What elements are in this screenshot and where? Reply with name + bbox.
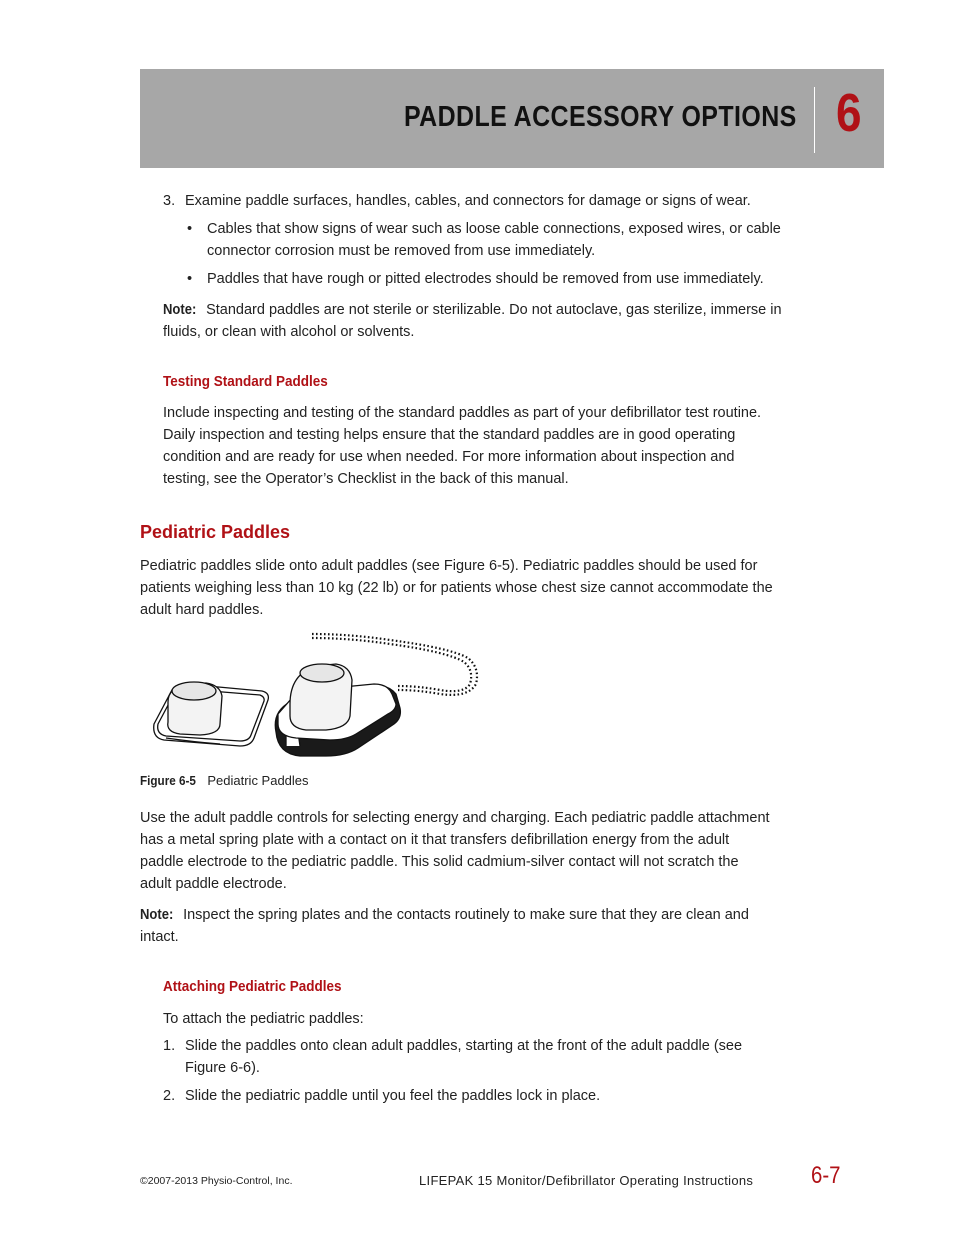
bullet-line: Paddles that have rough or pitted electrodes should be removed from use immediately.	[207, 271, 764, 287]
page-number: 6-7	[811, 1162, 841, 1189]
body-line: patients weighing less than 10 kg (22 lb) or for patients whose chest size cannot accommodate the	[140, 580, 773, 596]
bullet-dot: •	[187, 271, 193, 287]
step-number: 3.	[163, 193, 176, 209]
step-number: 1.	[163, 1038, 176, 1054]
note-label: Note:	[140, 907, 174, 923]
bullet-line: connector corrosion must be removed from use immediately.	[207, 243, 596, 259]
note	[163, 299, 782, 321]
step-text: Slide the pediatric paddle until you feel the paddles lock in place.	[185, 1088, 601, 1104]
chapter-header	[140, 69, 884, 168]
body-line: To attach the pediatric paddles:	[163, 1011, 364, 1027]
pediatric-paddles-illustration	[150, 628, 490, 763]
note-text: fluids, or clean with alcohol or solvents.	[163, 324, 415, 340]
note	[140, 904, 749, 926]
body-line: testing, see the Operator’s Checklist in the back of this manual.	[163, 471, 569, 487]
body-line: Daily inspection and testing helps ensure that the standard paddles are in good operating	[163, 427, 736, 443]
figure-caption	[140, 773, 309, 788]
header-divider	[814, 87, 815, 153]
chapter-number: 6	[836, 83, 862, 143]
step-text: Figure 6-6).	[185, 1060, 260, 1076]
note-text: Inspect the spring plates and the contacts routinely to make sure that they are clean and	[183, 907, 749, 923]
note-text: intact.	[140, 929, 179, 945]
note-label: Note:	[163, 302, 197, 318]
step-number: 2.	[163, 1088, 176, 1104]
bullet-dot: •	[187, 221, 193, 237]
footer-manual-title: LIFEPAK 15 Monitor/Defibrillator Operating Instructions	[419, 1173, 754, 1188]
body-line: has a metal spring plate with a contact on it that transfers defibrillation energy from the adult	[140, 832, 730, 848]
step-text: Examine paddle surfaces, handles, cables, and connectors for damage or signs of wear.	[185, 193, 751, 209]
step-text: Slide the paddles onto clean adult paddles, starting at the front of the adult paddle (see	[185, 1038, 743, 1054]
adult-paddle-right	[275, 664, 400, 756]
pediatric-paddle-left	[154, 682, 269, 746]
figure-caption-text: Pediatric Paddles	[207, 773, 309, 788]
body-line: Pediatric paddles slide onto adult paddles (see Figure 6-5). Pediatric paddles should be used for	[140, 558, 758, 574]
subsection-heading: Testing Standard Paddles	[163, 373, 328, 390]
body-line: condition and are ready for use when needed. For more information about inspection and	[163, 449, 735, 465]
note-text: Standard paddles are not sterile or sterilizable. Do not autoclave, gas sterilize, immerse in	[206, 302, 782, 318]
figure-label: Figure 6-5	[140, 773, 196, 788]
section-heading: Pediatric Paddles	[140, 522, 291, 542]
body-line: adult paddle electrode.	[140, 876, 287, 892]
bullet-line: Cables that show signs of wear such as loose cable connections, exposed wires, or cable	[207, 221, 781, 237]
body-line: paddle electrode to the pediatric paddle. This solid cadmium-silver contact will not scratch the	[140, 854, 739, 870]
body-line: Use the adult paddle controls for selecting energy and charging. Each pediatric paddle attachment	[140, 810, 770, 826]
chapter-title: PADDLE ACCESSORY OPTIONS	[404, 101, 797, 133]
body-line: adult hard paddles.	[140, 602, 264, 618]
body-line: Include inspecting and testing of the standard paddles as part of your defibrillator test routine.	[163, 405, 762, 421]
footer-copyright: ©2007-2013 Physio-Control, Inc.	[140, 1175, 293, 1187]
subsection-heading: Attaching Pediatric Paddles	[163, 978, 342, 995]
